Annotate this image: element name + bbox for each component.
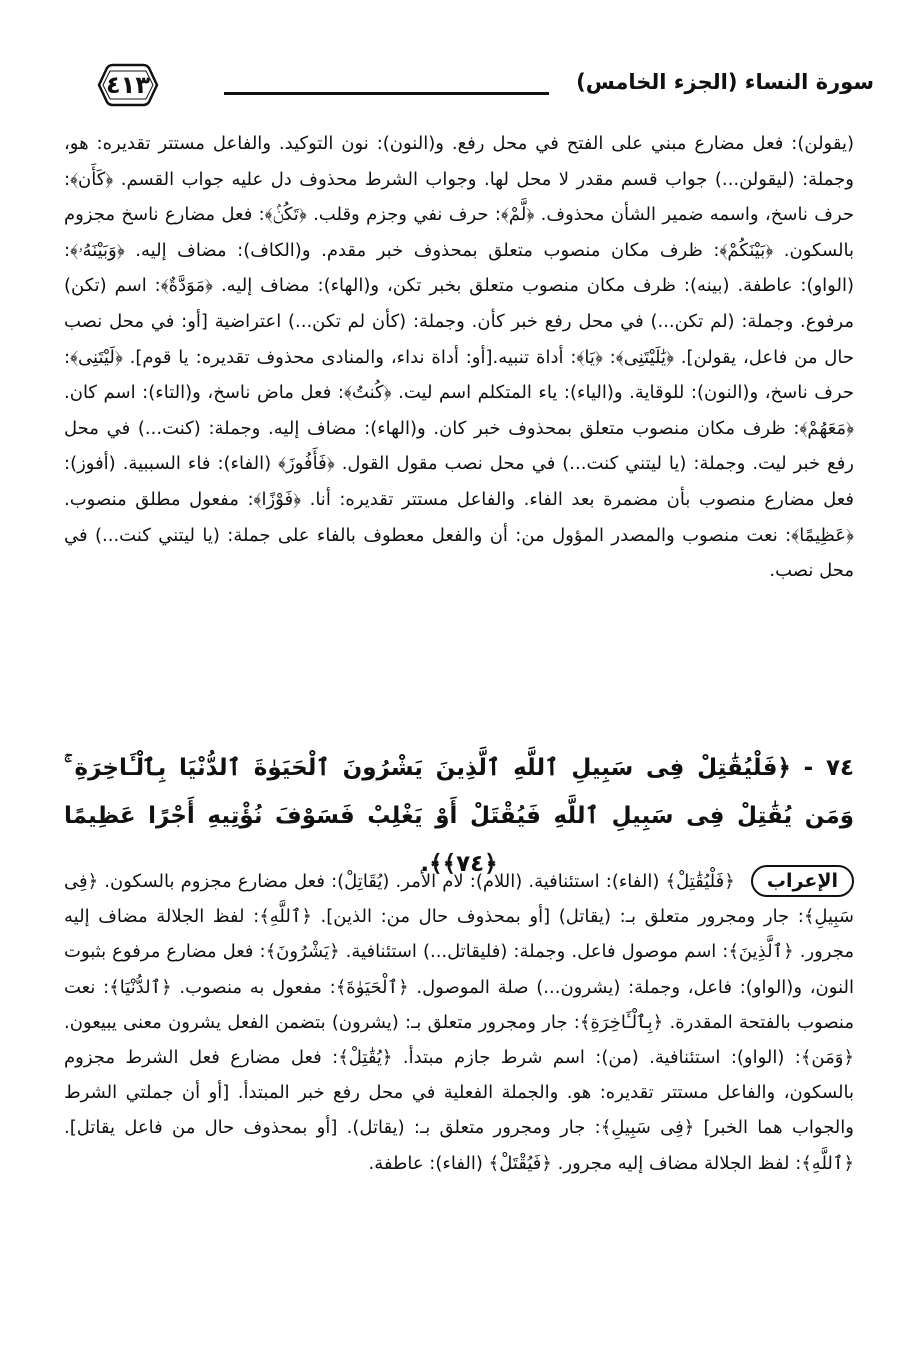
commentary-paragraph-1: (يقولن): فعل مضارع مبني على الفتح في محل رفع. و(النون): نون التوكيد. والفاعل مستتر تقديره: هو، وجملة: (ليقولن...) جواب قسم مقدر لا محل لها. وجواب الشرط محذوف دل عليه جواب القسم. ﴿كَأَن﴾: حرف ناسخ، واسمه ضمير الشأن محذوف. ﴿لَّمْ﴾: حرف نفي وجزم وقلب. ﴿تَكُنۢ﴾: فعل مضارع ناسخ مجزوم بالسكون. ﴿بَيْنَكُمْ﴾: ظرف مكان منصوب متعلق بمحذوف خبر مقدم. و(الكاف): مضاف إليه. ﴿وَبَيْنَهُۥ﴾: (الواو): عاطفة. (بينه): ظرف مكان منصوب متعلق بخبر تكن، و(الهاء): مضاف إليه. ﴿مَوَدَّةٌ﴾: اسم (تكن) مرفوع. وجملة: (لم تكن...) في محل رفع خبر كأن. وجملة: (كأن لم تكن...) اعتراضية [أو: في محل نصب حال من فاعل، يقولن]. ﴿يَٰلَيْتَنِى﴾: ﴿يَا﴾: أداة تنبيه.[أو: أداة نداء، والمنادى محذوف تقديره: يا قوم]. ﴿لَيْتَنِى﴾: حرف ناسخ، و(النون): للوقاية. و(الياء): ياء المتكلم اسم ليت. ﴿كُنتُ﴾: فعل ماض ناسخ، و(التاء): اسم كان. ﴿مَعَهُمْ﴾: ظرف مكان منصوب متعلق بمحذوف خبر كان. و(الهاء): مضاف إليه. وجملة: (كنت...) في محل رفع خبر ليت. وجملة: (يا ليتني كنت...) في محل نصب مقول القول. ﴿فَأَفُوزَ﴾ (الفاء): فاء السببية. (أفوز): فعل مضارع منصوب بأن مضمرة بعد الفاء. والفاعل مستتر تقديره: أنا. ﴿فَوْزًا﴾: مفعول مطلق منصوب. ﴿عَظِيمًا﴾: نعت منصوب والمصدر المؤول من: أن والفعل معطوف بالفاء على جملة: (يا ليتني كنت...) في محل نصب. (64, 133, 854, 582)
irab-text: ﴿فَلْيُقَٰتِلْ﴾ (الفاء): استئنافية. (اللام): لام الأمر. (يُقَاتِلْ): فعل مضارع مجزوم بالسكون. ﴿فِى سَبِيلِ﴾: جار ومجرور متعلق بـ: (يقاتل) [أو بمحذوف حال من: الذين]. ﴿ٱللَّهِ﴾: لفظ الجلالة مضاف إليه مجرور. ﴿ٱلَّذِينَ﴾: اسم موصول فاعل. وجملة: (فليقاتل...) استئنافية. ﴿يَشْرُونَ﴾: فعل مضارع مرفوع بثبوت النون، و(الواو): فاعل، وجملة: (يشرون...) صلة الموصول. ﴿ٱلْحَيَوٰةَ﴾: مفعول به منصوب. ﴿ٱلدُّنْيَا﴾: نعت منصوب بالفتحة المقدرة. ﴿بِٱلْـَٔاخِرَةِ﴾: جار ومجرور متعلق بـ: (يشرون) بتضمن الفعل يشرون معنى يبيعون. ﴿وَمَن﴾: (الواو): استئنافية. (من): اسم شرط جازم مبتدأ. ﴿يُقَٰتِلْ﴾: فعل مضارع فعل الشرط مجزوم بالسكون، والفاعل مستتر تقديره: هو. والجملة الفعلية في محل رفع خبر المبتدأ. [أو أن جملتي الشرط والجواب هما الخبر] ﴿فِى سَبِيلِ﴾: جار ومجرور متعلق بـ: (يقاتل). [أو بمحذوف حال من فاعل يقاتل]. ﴿ٱللَّهِ﴾: لفظ الجلالة مضاف إليه مجرور. ﴿فَيُقْتَلْ﴾ (الفاء): عاطفة. (64, 871, 854, 1174)
page-header (84, 62, 874, 110)
verse-text: - ﴿فَلْيُقَٰتِلْ فِى سَبِيلِ ٱللَّهِ ٱلَّذِينَ يَشْرُونَ ٱلْحَيَوٰةَ ٱلدُّنْيَا بِٱلْـَٔاخِرَةِ ۚ وَمَن يُقَٰتِلْ فِى سَبِيلِ ٱللَّهِ فَيُقْتَلْ أَوْ يَغْلِبْ فَسَوْفَ نُؤْتِيهِ أَجْرًا عَظِيمًا ﴿٧٤﴾﴾. (64, 755, 854, 877)
page-number: ٤١٣ (106, 71, 150, 99)
irab-paragraph (64, 864, 854, 1181)
page-number-frame (89, 62, 167, 108)
header-rule (224, 92, 549, 95)
verse-number: ٧٤ (825, 755, 855, 781)
surah-title: سورة النساء (الجزء الخامس) (576, 70, 874, 94)
irab-label: الإعراب (751, 865, 854, 897)
